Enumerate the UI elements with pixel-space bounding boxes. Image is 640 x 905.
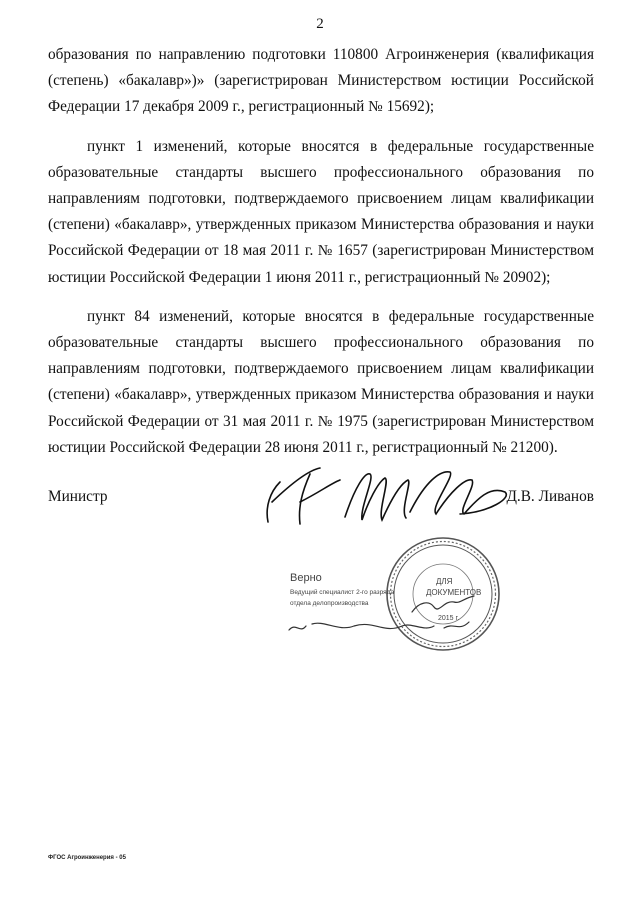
- paragraph-3: пункт 84 изменений, которые вносятся в федеральные государственные образовательные стандарты высшего профессионального образования по направлениям подготовки, подтверждаемого присвоением лицам квалификации (степени) «бакалавр», утвержденных приказом Министерства образования и науки Российской Федерации от 31 мая 2011 г. № 1975 (зарегистрирован Министерством юстиции Российской Федерации 28 июня 2011 г., регистрационный № 21200).: [48, 307, 594, 456]
- stamp-text-documents: ДОКУМЕНТОВ: [426, 588, 482, 597]
- minister-title: Министр: [48, 488, 108, 505]
- stamp-text-dla: ДЛЯ: [436, 577, 453, 586]
- certification-year: 2015 г.: [438, 615, 460, 622]
- paragraph-1: образования по направлению подготовки 110800 Агроинженерия (квалификация (степень) «бакалавр»)» (зарегистрирован Министерством юстиции Российской Федерации 17 декабря 2009 г., регистрационный № 15692);: [48, 46, 594, 116]
- certification-block: [290, 572, 490, 642]
- paragraph-2: пункт 1 изменений, которые вносятся в федеральные государственные образовательные стандарты высшего профессионального образования по направлениям подготовки, подтверждаемого присвоением лицам квалификации (степени) «бакалавр», утвержденных приказом Министерства образования и науки Российской Федерации от 18 мая 2011 г. № 1657 (зарегистрирован Министерством юстиции Российской Федерации 1 июня 2011 г., регистрационный № 20902);: [48, 137, 594, 286]
- minister-name: Д.В. Ливанов: [506, 488, 594, 505]
- certification-position: Ведущий специалист 2-го разряда: [290, 589, 395, 596]
- handwritten-signature: [250, 462, 520, 532]
- page-number: 2: [316, 16, 324, 32]
- certification-department: отдела делопроизводства: [290, 600, 369, 607]
- body-text: [48, 42, 594, 461]
- footer-label: ФГОС Агроинженерия - 05: [48, 855, 126, 861]
- certification-verno: Верно: [290, 572, 322, 584]
